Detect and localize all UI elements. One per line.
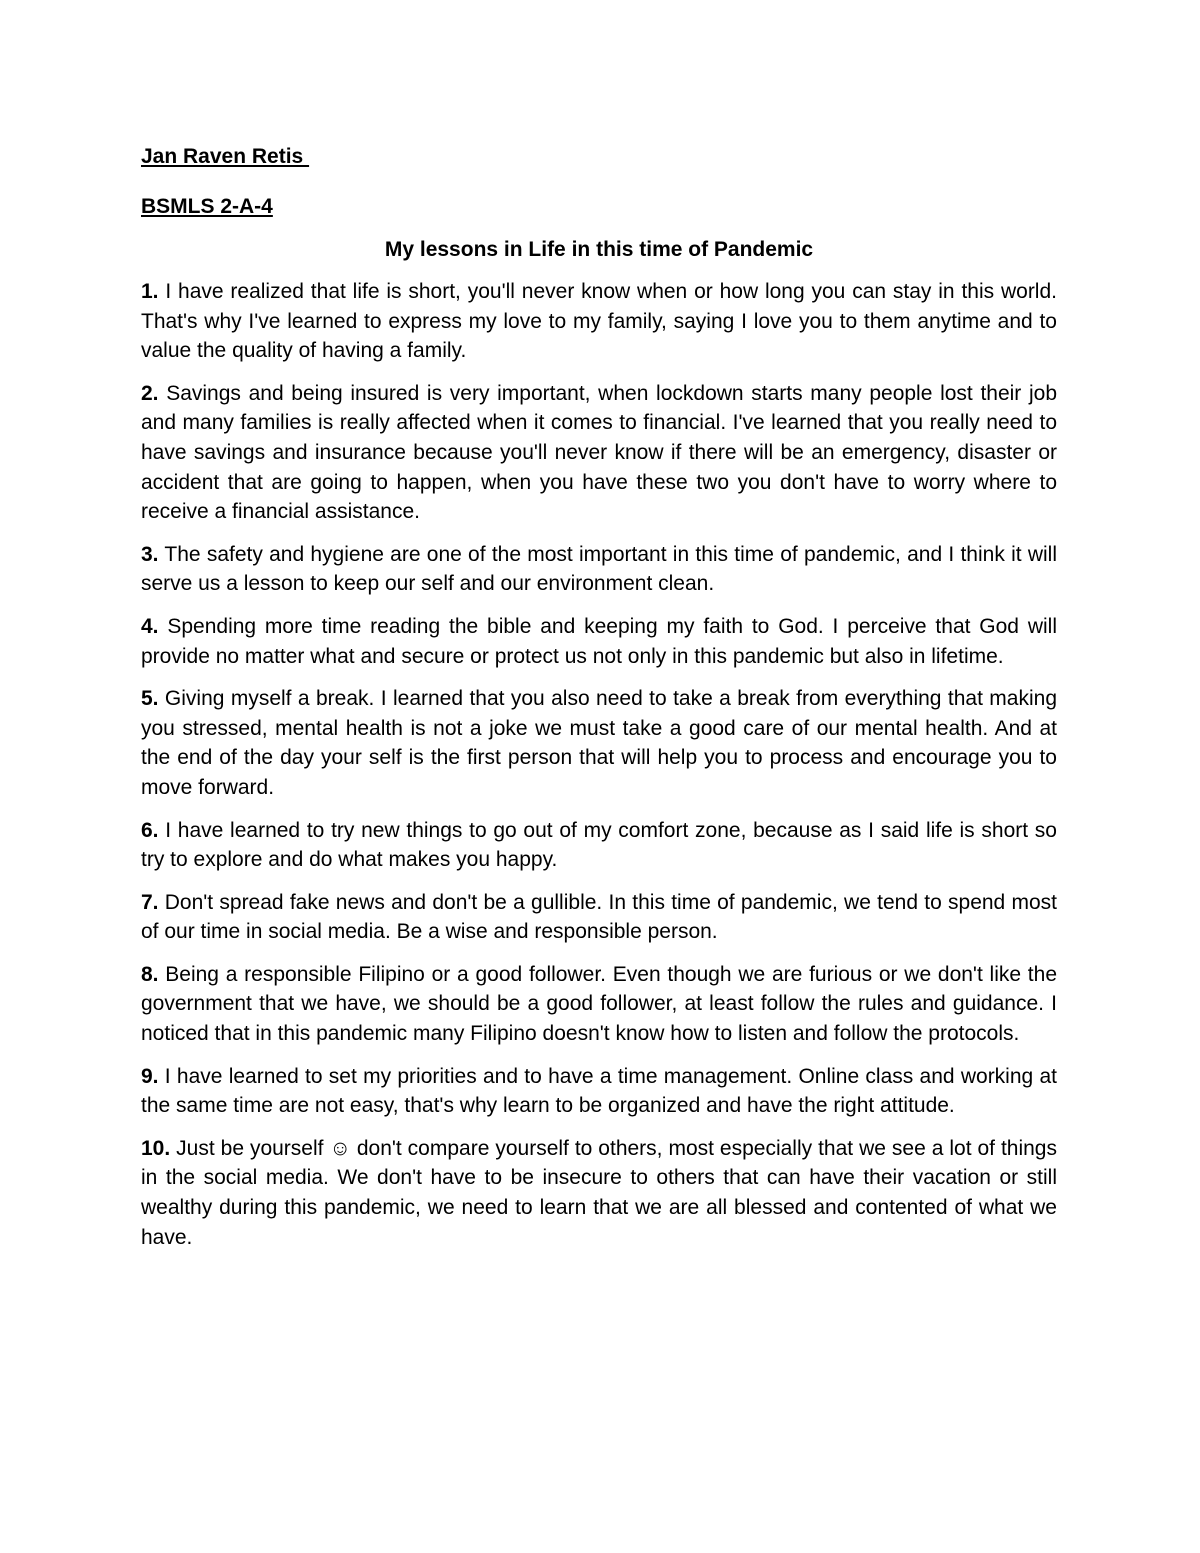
lesson-item: [141, 960, 1057, 1049]
lesson-number: 10.: [141, 1136, 171, 1160]
lesson-text: I have learned to try new things to go out of my comfort zone, because as I said life is short so try to explore and do what makes you happy.: [141, 818, 1057, 872]
lesson-number: 3.: [141, 542, 159, 566]
lesson-number: 5.: [141, 687, 159, 711]
lesson-item: [141, 379, 1057, 527]
lesson-number: 1.: [141, 280, 159, 303]
document-page: [141, 142, 1057, 1265]
class-section: BSMLS 2-A-4: [141, 195, 273, 218]
lesson-number: 8.: [141, 962, 159, 986]
document-title: My lessons in Life in this time of Pandemic: [384, 238, 814, 261]
author-name: Jan Raven Retis: [141, 145, 310, 168]
lesson-text: I have learned to set my priorities and to have a time management. Online class and working at the same time are not easy, that's why learn to be organized and have the right attitude.: [141, 1064, 1057, 1118]
lesson-item: [141, 1062, 1057, 1121]
lesson-number: 6.: [141, 818, 159, 842]
lesson-item: [141, 888, 1057, 947]
lesson-item: [141, 612, 1057, 671]
lesson-text: Savings and being insured is very important, when lockdown starts many people lost their job and many families is really affected when it comes to financial. I've learned that you really need to have savings and insurance because you'll never know if there will be an emergency, disaster or accident that are going to happen, when you have these two you don't have to worry where to receive a financial assistance.: [141, 381, 1057, 524]
lesson-number: 4.: [141, 614, 159, 638]
lesson-text: Spending more time reading the bible and keeping my faith to God. I perceive that God will provide no matter what and secure or protect us not only in this pandemic but also in lifetime.: [141, 614, 1057, 668]
lesson-text: Just be yourself ☺ don't compare yourself to others, most especially that we see a lot of things in the social media. We don't have to be insecure to others that can have their vacation or still wealthy during this pandemic, we need to learn that we are all blessed and contented of what we have.: [141, 1136, 1057, 1249]
lesson-number: 7.: [141, 890, 159, 914]
lesson-item: [141, 277, 1057, 366]
lesson-item: [141, 1134, 1057, 1252]
lesson-item: [141, 540, 1057, 599]
lesson-text: The safety and hygiene are one of the most important in this time of pandemic, and I think it will serve us a lesson to keep our self and our environment clean.: [141, 542, 1057, 596]
lesson-text: Giving myself a break. I learned that you also need to take a break from everything that making you stressed, mental health is not a joke we must take a good care of our mental health. And at the end of the day your self is the first person that will help you to process and encourage you to move forward.: [141, 687, 1057, 799]
lesson-number: 2.: [141, 381, 159, 405]
lesson-text: I have realized that life is short, you'll never know when or how long you can stay in this world. That's why I've learned to express my love to my family, saying I love you to them anytime and to value the quality of having a family.: [141, 280, 1057, 363]
lesson-item: [141, 684, 1057, 802]
lesson-item: [141, 816, 1057, 875]
lesson-text: Don't spread fake news and don't be a gullible. In this time of pandemic, we tend to spend most of our time in social media. Be a wise and responsible person.: [141, 890, 1057, 944]
lesson-number: 9.: [141, 1064, 159, 1088]
lesson-text: Being a responsible Filipino or a good follower. Even though we are furious or we don't like the government that we have, we should be a good follower, at least follow the rules and guidance. I noticed that in this pandemic many Filipino doesn't know how to listen and follow the protocols.: [141, 962, 1057, 1046]
